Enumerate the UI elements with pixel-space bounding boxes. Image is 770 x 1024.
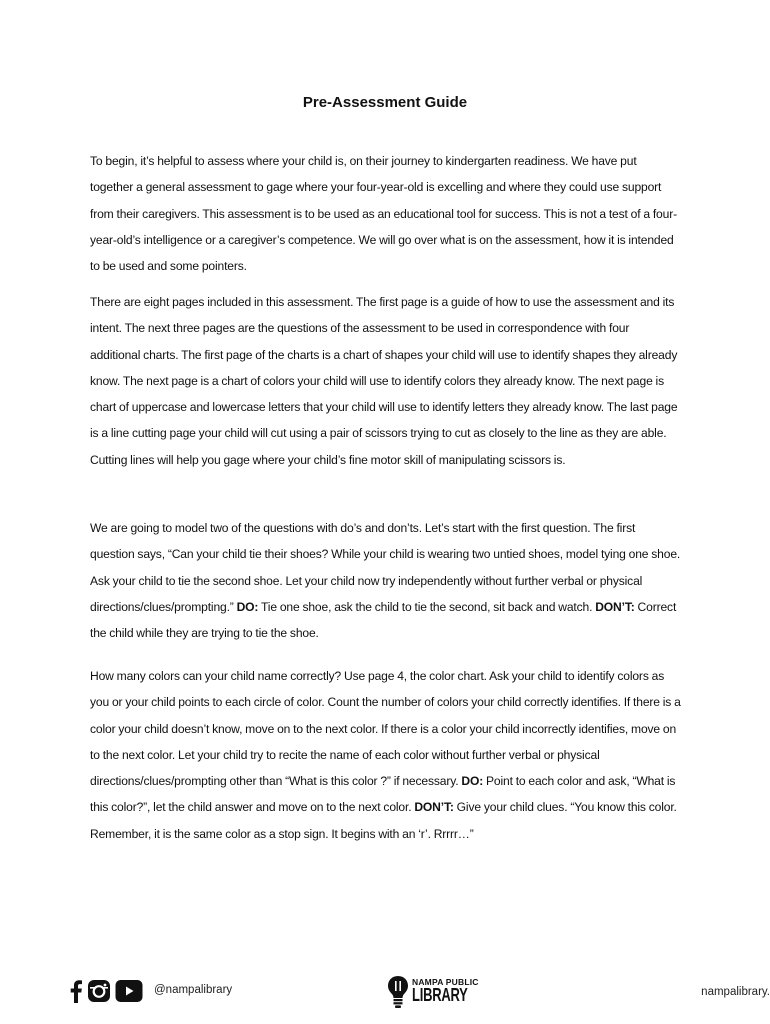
instagram-icon[interactable] — [87, 979, 111, 1003]
social-icons — [69, 979, 143, 1003]
paragraph-shoe-example — [90, 515, 682, 646]
paragraph-text: How many colors can your child name correctly? Use page 4, the color chart. Ask your child to identify colors as you or your child points to each circle of color. Count the number of colors your child correctly identifies. If there is a color your child doesn’t know, move on to the next color. If there is a color your child incorrectly identifies, move on to the next color. Let your child try to recite the name of each color without further verbal or physical directions/clues/prompting other than “What is this color ?” if necessary. — [90, 669, 681, 789]
dont-text: Correct the child while they are trying to tie the shoe. — [90, 599, 677, 641]
lightbulb-icon — [386, 975, 410, 1009]
dont-label: DON’T: — [595, 599, 635, 614]
facebook-icon[interactable] — [69, 979, 83, 1003]
do-label: DO: — [461, 774, 484, 789]
social-handle[interactable]: @nampalibrary — [154, 984, 233, 996]
logo-small-text: NAMPA PUBLIC — [412, 977, 479, 987]
dont-label: DON’T: — [414, 800, 454, 815]
youtube-icon[interactable] — [115, 979, 143, 1003]
dont-text: Give your child clues. “You know this color. Remember, it is the same color as a stop sign. It begins with an ‘r’. Rrrrr…” — [90, 800, 677, 841]
do-text: Tie one shoe, ask the child to tie the second, sit back and watch. — [258, 599, 596, 614]
website-link[interactable]: nampalibrary. — [701, 986, 770, 998]
paragraph-text: We are going to model two of the questions with do’s and don’ts. Let’s start with the first question. The first question says, “Can your child tie their shoes? While your child is wearing two untied shoes, model tying one shoe. Ask your child to tie the second shoe. Let your child now try independently without further verbal or physical directions/clues/prompting.” — [90, 521, 681, 614]
logo-big-text: LIBRARY — [412, 985, 468, 1005]
paragraph-pages-overview — [90, 289, 682, 473]
paragraph-text: There are eight pages included in this assessment. The first page is a guide of how to use the assessment and its intent. The next three pages are the questions of the assessment to be used in correspondence with four additional charts. The first page of the charts is a chart of shapes your child will use to identify shapes they already know. The next page is a chart of colors your child will use to identify colors they already know. The next page is chart of uppercase and lowercase letters that your child will use to identify letters they already know. The last page is a line cutting page your child will cut using a pair of scissors trying to cut as closely to the line as they are able. Cutting lines will help you gage where your child’s fine motor skill of manipulating scissors is. — [90, 295, 678, 467]
page-footer — [0, 970, 770, 1016]
paragraph-color-example — [90, 663, 682, 847]
paragraph-intro — [90, 148, 682, 279]
do-text: Point to each color and ask, “What is this color?”, let the child answer and move on to the next color. — [90, 774, 676, 815]
page-title: Pre-Assessment Guide — [302, 94, 468, 111]
do-label: DO: — [236, 599, 259, 614]
library-logo — [386, 972, 479, 1012]
paragraph-text: To begin, it’s helpful to assess where your child is, on their journey to kindergarten readiness. We have put together a general assessment to gage where your four-year-old is excelling and where they could use support from their caregivers. This assessment is to be used as an educational tool for success. This is not a test of a four-year-old’s intelligence or a caregiver’s competence. We will go over what is on the assessment, how it is intended to be used and some pointers. — [90, 154, 677, 274]
